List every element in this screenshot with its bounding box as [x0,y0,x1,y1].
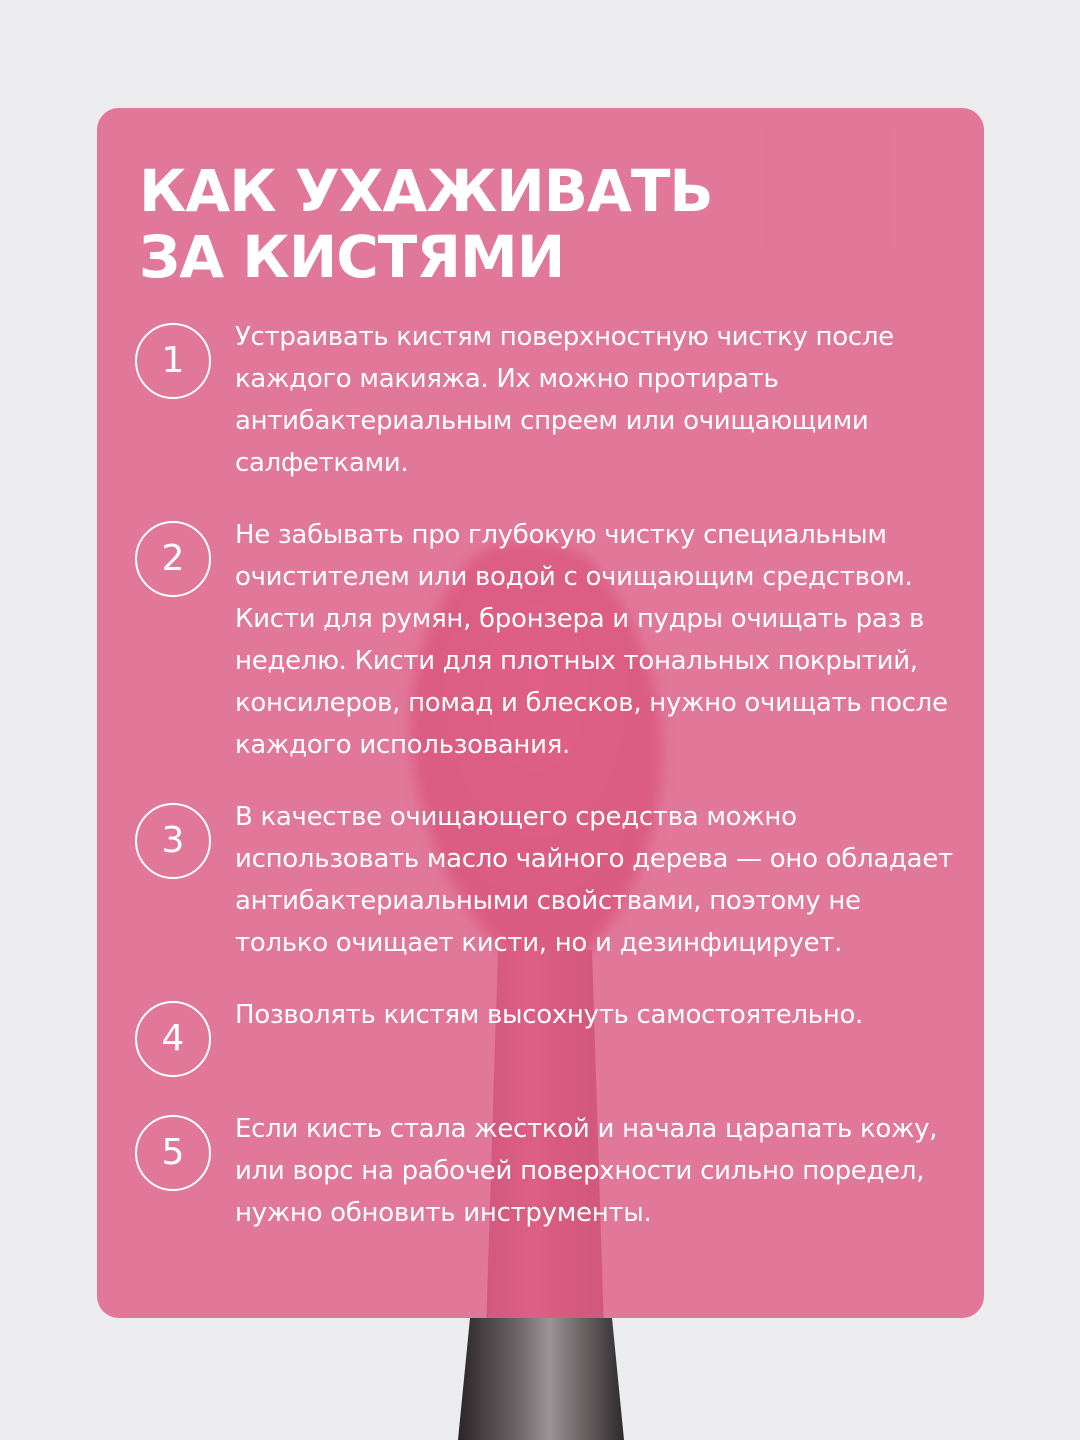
step-text: В качестве очищающего средства можно использовать масло чайного дерева — оно обладает антибактериальными свойствами, поэтому не только очищает кисти, но и дезинфицирует. [235,802,953,958]
info-card [97,108,984,1318]
step-number-badge: 4 [135,1001,211,1077]
step-number-badge: 2 [135,521,211,597]
step-number-badge: 1 [135,323,211,399]
step-text: Не забывать про глубокую чистку специальным очистителем или водой с очищающим средством. Кисти для румян, бронзера и пудры очищать раз в неделю. Кисти для плотных тональных покрытий, консилеров, помад и блесков, нужно очищать после каждого использования. [235,520,948,760]
step-text: Если кисть стала жесткой и начала царапать кожу, или ворс на рабочей поверхности сильно поредел, нужно обновить инструменты. [235,1114,938,1228]
step-number-badge: 3 [135,803,211,879]
step-text: Устраивать кистям поверхностную чистку после каждого макияжа. Их можно протирать антибактериальным спреем или очищающими салфетками. [235,322,894,478]
step-text: Позволять кистям высохнуть самостоятельно. [235,1000,864,1030]
step-number-badge: 5 [135,1115,211,1191]
page-title: КАК УХАЖИВАТЬ ЗА КИСТЯМИ [139,157,713,291]
